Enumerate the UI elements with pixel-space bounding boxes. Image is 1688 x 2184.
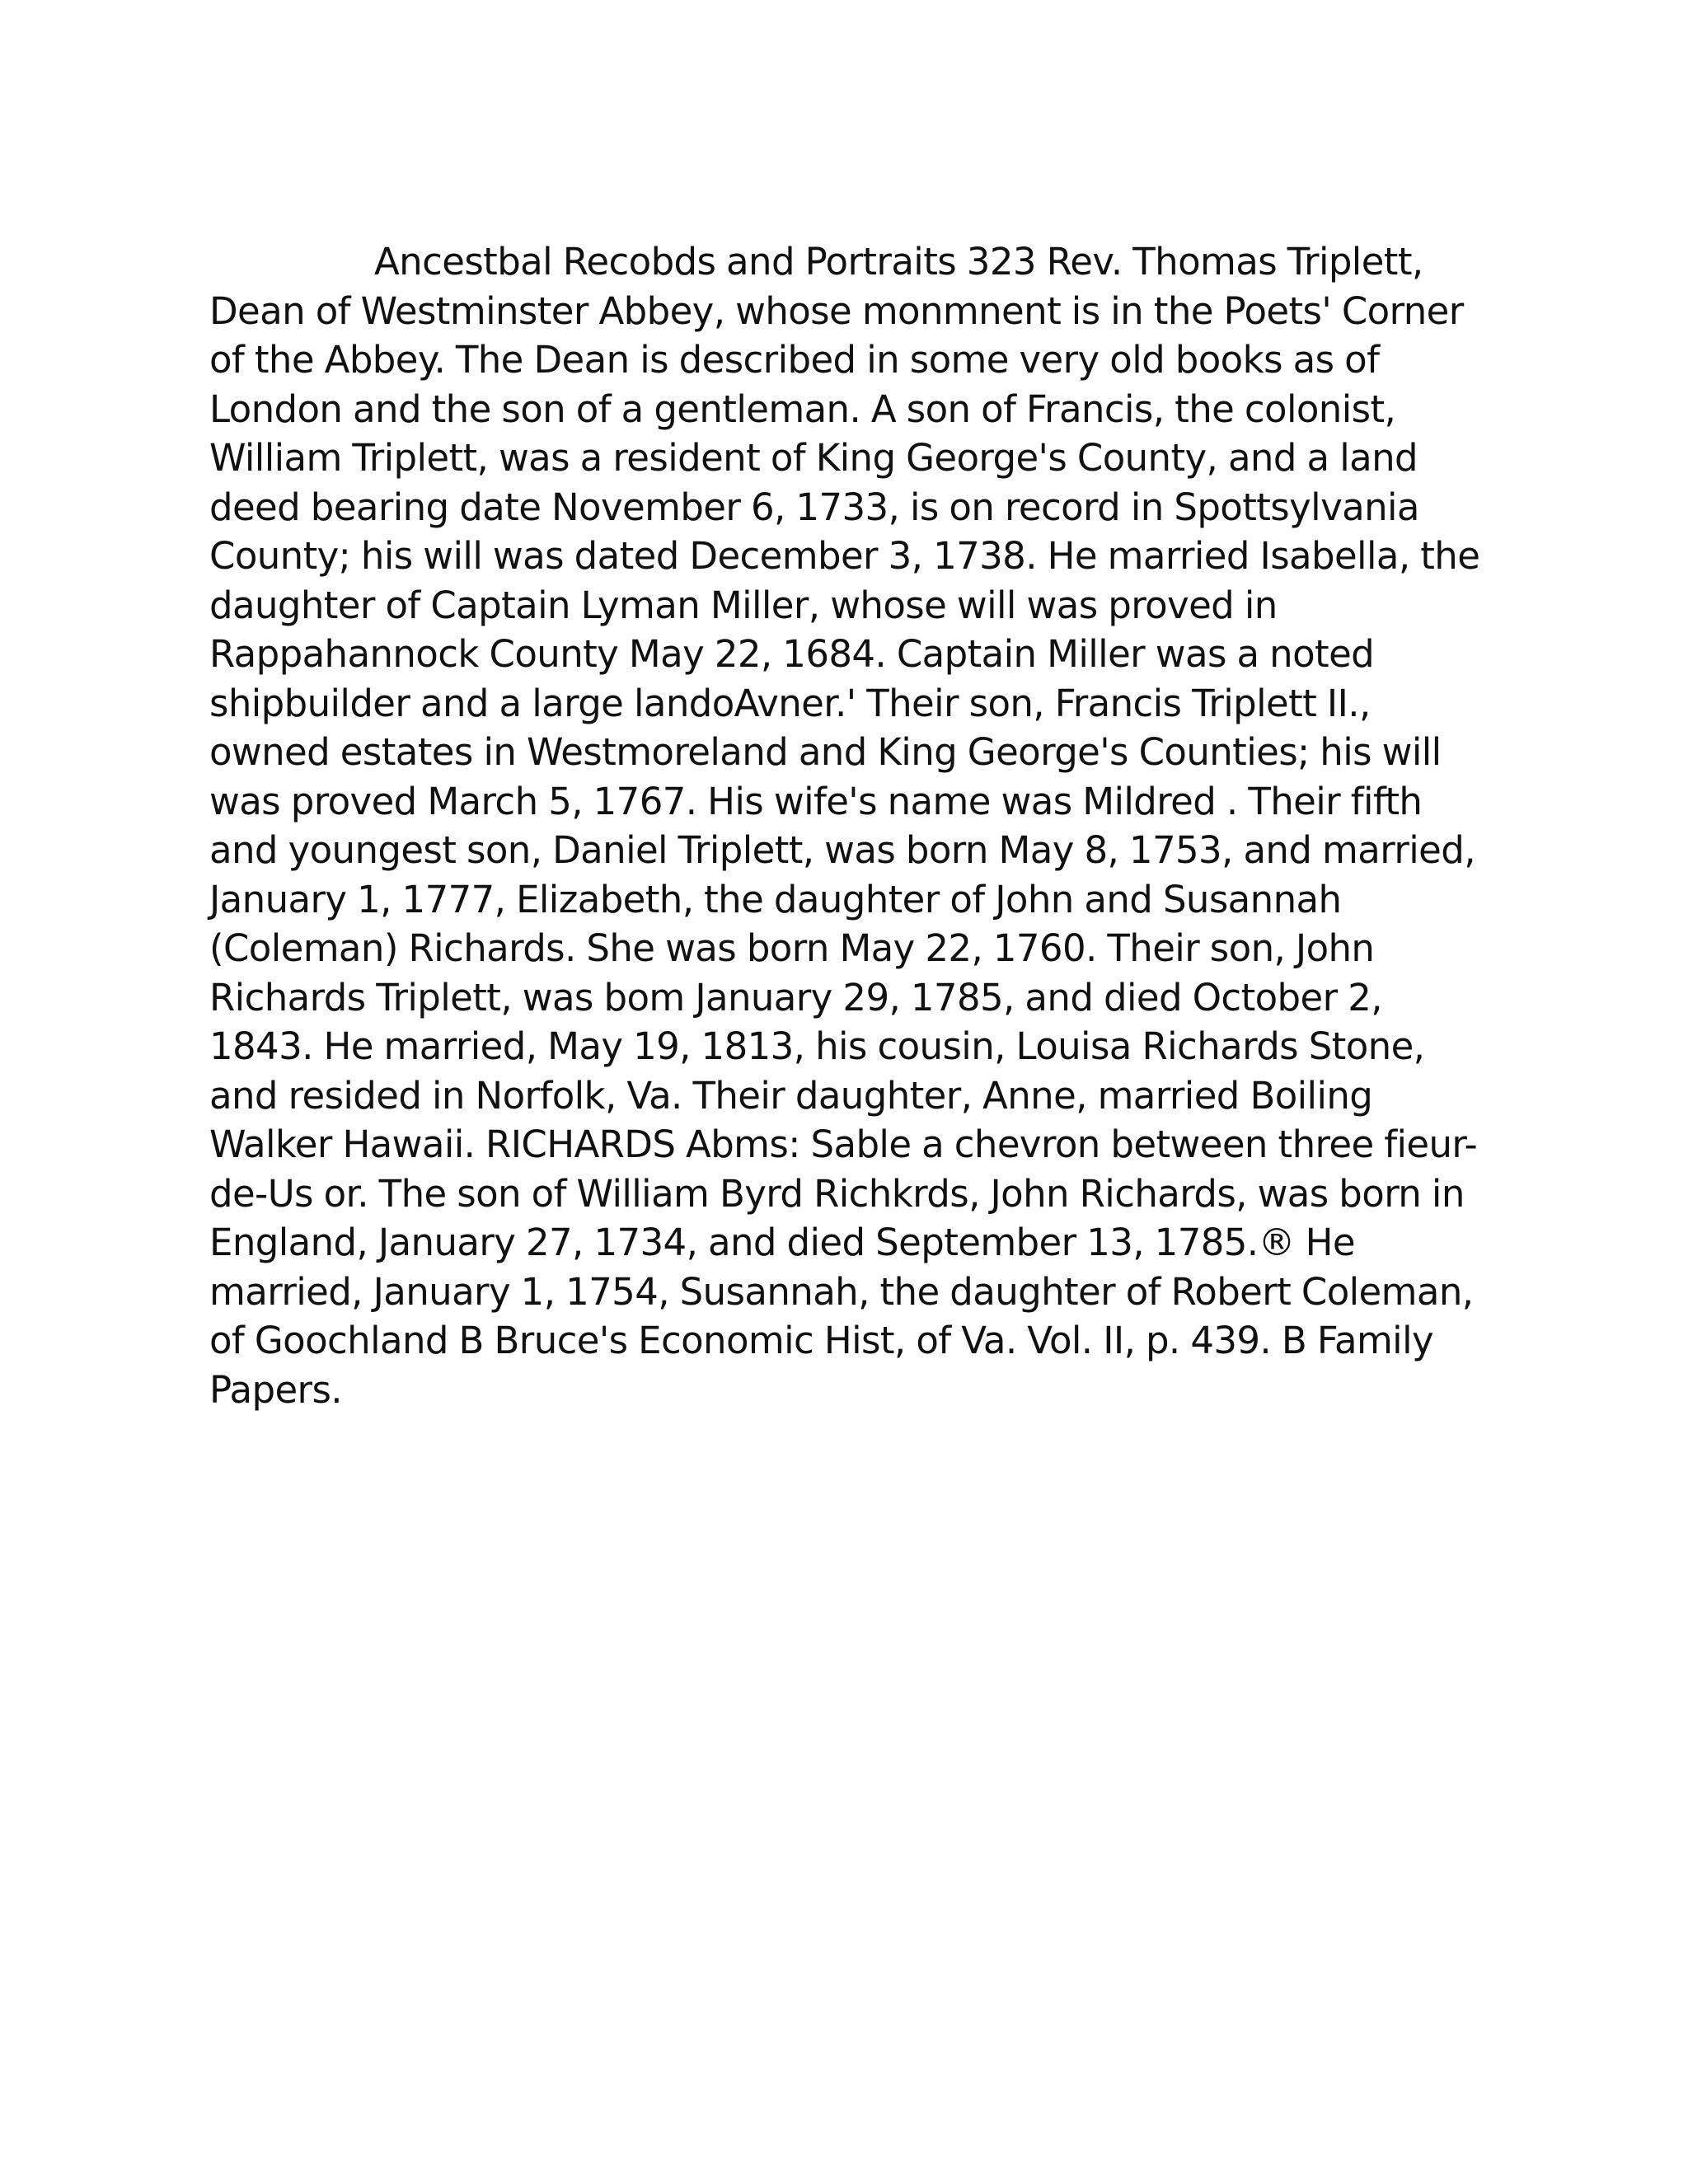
body-paragraph: Ancestbal Recobds and Portraits 323 Rev. Thomas Triplett, Dean of Westminster Abbey, whose monmnent is in the Poets' Corner of the Abbey. The Dean is described in some very old books as of London and the son of a gentleman. A son of Francis, the colonist, William Triplett, was a resident of King George's County, and a land deed bearing date November 6, 1733, is on record in Spottsylvania County; his will was dated December 3, 1738. He married Isabella, the daughter of Captain Lyman Miller, whose will was proved in Rappahannock County May 22, 1684. Captain Miller was a noted shipbuilder and a large landoAvner.' Their son, Francis Triplett II., owned estates in Westmoreland and King George's Counties; his will was proved March 5, 1767. His wife's name was Mildred . Their fifth and youngest son, Daniel Triplett, was born May 8, 1753, and married, January 1, 1777, Elizabeth, the daughter of John and Susannah (Coleman) Richards. She was born May 22, 1760. Their son, John Richards Triplett, was bom January 29, 1785, and died October 2, 1843. He married, May 19, 1813, his cousin, Louisa Richards Stone, and resided in Norfolk, Va. Their daughter, Anne, married Boiling Walker Hawaii. RICHARDS Abms: Sable a chevron between three fieur-de-Us or. The son of William Byrd Richkrds, John Richards, was born in England, January 27, 1734, and died September 13, 1785.® He married, January 1, 1754, Susannah, the daughter of Robert Coleman, of Goochland B Bruce's Economic Hist, of Va. Vol. II, p. 439. B Family Papers. <box>209 240 1480 1412</box>
